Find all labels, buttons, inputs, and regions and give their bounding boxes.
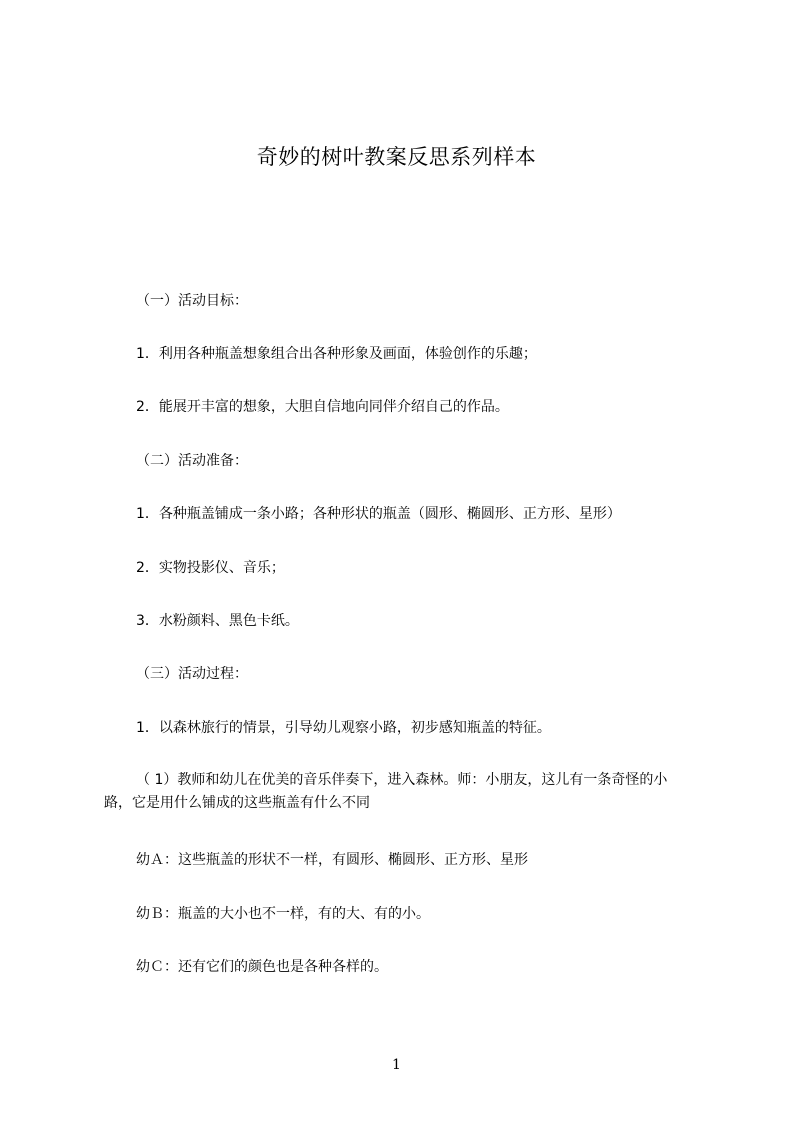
paragraph-process-1-detail: （ 1）教师和幼儿在优美的音乐伴奏下，进入森林。师：小朋友，这儿有一条奇怪的小路，它是用什么铺成的这些瓶盖有什么不同	[104, 772, 668, 811]
paragraph-goal-1: 1．利用各种瓶盖想象组合出各种形象及画面，体验创作的乐趣；	[136, 346, 537, 362]
paragraph-child-c: 幼Ｃ：还有它们的颜色也是各种各样的。	[136, 959, 388, 975]
section-heading-preparation: （二）活动准备：	[136, 453, 248, 469]
section-heading-process: （三）活动过程：	[136, 666, 248, 682]
paragraph-child-a: 幼Ａ：这些瓶盖的形状不一样，有圆形、椭圆形、正方形、星形	[136, 852, 528, 868]
paragraph-prep-2: 2．实物投影仪、音乐；	[136, 560, 285, 576]
paragraph-prep-1: 1．各种瓶盖铺成一条小路；各种形状的瓶盖（圆形、椭圆形、正方形、星形）	[136, 506, 621, 522]
page-number: 1	[392, 1057, 401, 1073]
paragraph-goal-2: 2．能展开丰富的想象，大胆自信地向同伴介绍自己的作品。	[136, 399, 509, 415]
section-heading-goals: （一）活动目标：	[136, 293, 248, 309]
document-title: 奇妙的树叶教案反思系列样本	[256, 145, 537, 169]
paragraph-process-1: 1．以森林旅行的情景，引导幼儿观察小路，初步感知瓶盖的特征。	[136, 720, 551, 736]
paragraph-child-b: 幼Ｂ：瓶盖的大小也不一样，有的大、有的小。	[136, 906, 430, 922]
paragraph-prep-3: 3．水粉颜料、黑色卡纸。	[136, 613, 299, 629]
